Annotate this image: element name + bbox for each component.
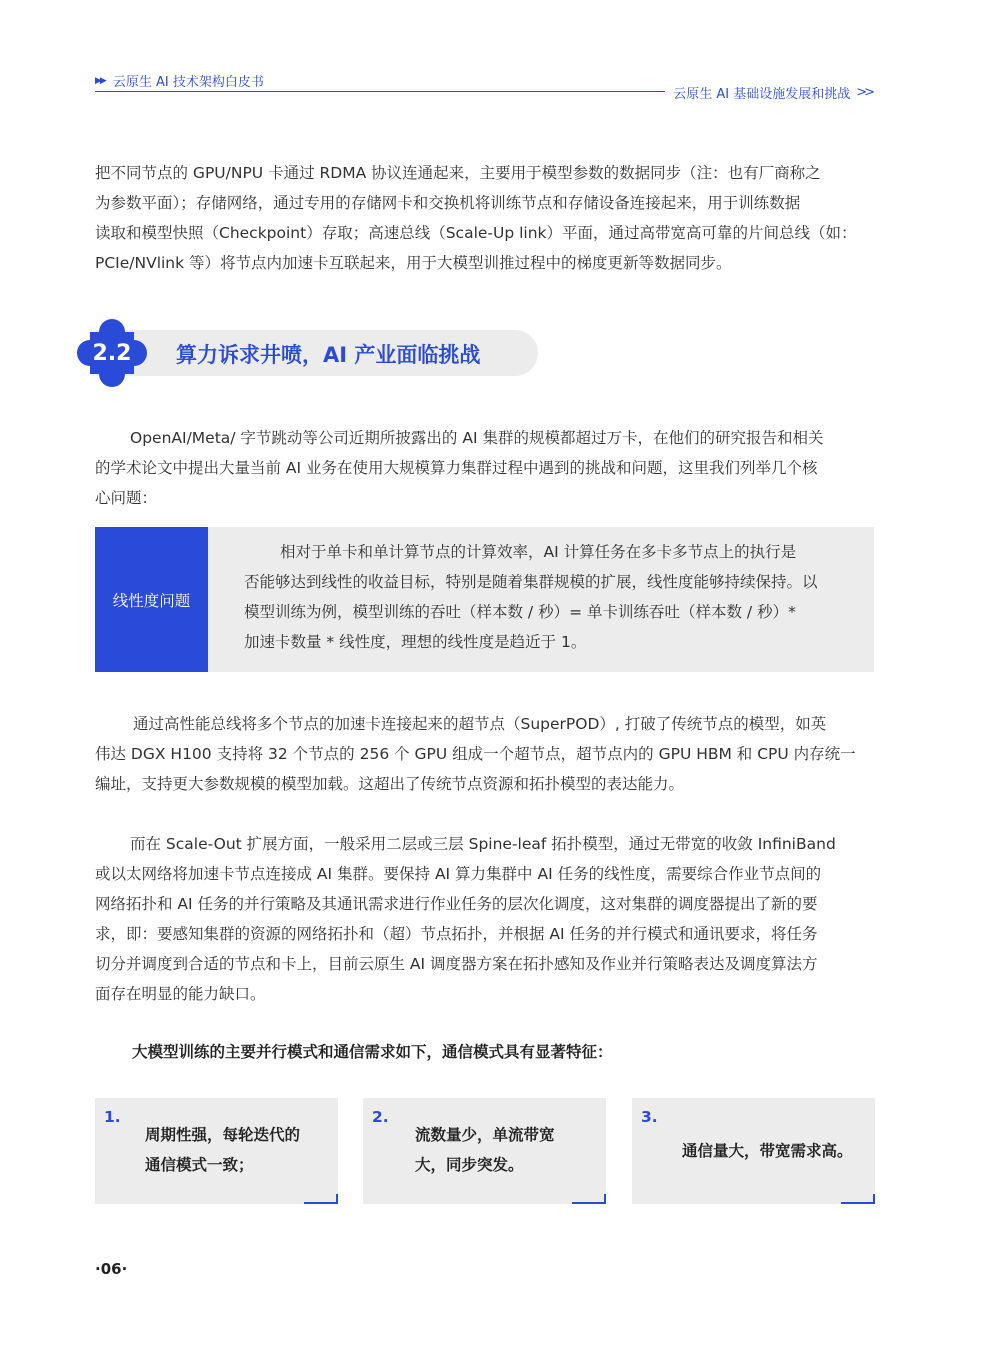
text-line: 通过高性能总线将多个节点的加速卡连接起来的超节点（SuperPOD）, 打破了传统节点的模型，如英 bbox=[133, 715, 827, 733]
header-right-title: 云原生 AI 基础设施发展和挑战 bbox=[673, 87, 851, 102]
page-number: ·06· bbox=[95, 1260, 128, 1278]
card-text bbox=[145, 1120, 300, 1180]
text-line: 切分并调度到合适的节点和卡上，目前云原生 AI 调度器方案在拓扑感知及作业并行策略表达及调度算法方 bbox=[95, 955, 818, 973]
text-line: 否能够达到线性的收益目标，特别是随着集群规模的扩展，线性度能够持续保持。以 bbox=[244, 573, 818, 591]
callout-text bbox=[244, 537, 854, 657]
text-line: PCIe/NVlink 等）将节点内加速卡互联起来，用于大模型训推过程中的梯度更新等数据同步。 bbox=[95, 254, 732, 272]
cards-intro: 大模型训练的主要并行模式和通信需求如下，通信模式具有显著特征： bbox=[132, 1043, 613, 1061]
text-line: 伟达 DGX H100 支持将 32 个节点的 256 个 GPU 组成一个超节点，超节点内的 GPU HBM 和 CPU 内存统一 bbox=[95, 745, 856, 763]
text-line: 相对于单卡和单计算节点的计算效率，AI 计算任务在多卡多节点上的执行是 bbox=[280, 543, 797, 561]
paragraph-3 bbox=[95, 709, 875, 799]
card-corner-bracket-icon bbox=[841, 1194, 875, 1204]
text-line: 或以太网络将加速卡节点连接成 AI 集群。要保持 AI 算力集群中 AI 任务的线性度，需要综合作业节点间的 bbox=[95, 865, 822, 883]
card-text bbox=[415, 1120, 555, 1180]
text-line: 网络拓扑和 AI 任务的并行策略及其通讯需求进行作业任务的层次化调度，这对集群的调度器提出了新的要 bbox=[95, 895, 818, 913]
section-number: 2.2 bbox=[92, 340, 132, 366]
text-line: 编址，支持更大参数规模的模型加载。这超出了传统节点资源和拓扑模型的表达能力。 bbox=[95, 775, 685, 793]
feature-card-1 bbox=[95, 1098, 338, 1204]
text-line: 的学术论文中提出大量当前 AI 业务在使用大规模算力集群过程中遇到的挑战和问题，这里我们列举几个核 bbox=[95, 459, 818, 477]
text-line: 通信模式一致； bbox=[145, 1156, 254, 1174]
paragraph-1 bbox=[95, 158, 875, 278]
callout-label: 线性度问题 bbox=[95, 527, 208, 672]
text-line: 为参数平面）；存储网络，通过专用的存储网卡和交换机将训练节点和存储设备连接起来，用于训练数据 bbox=[95, 194, 801, 212]
text-line: 加速卡数量 * 线性度，理想的线性度是趋近于 1。 bbox=[244, 633, 587, 651]
text-line: 大，同步突发。 bbox=[415, 1156, 524, 1174]
text-line: 心问题： bbox=[95, 489, 158, 507]
text-line: 模型训练为例，模型训练的吞吐（样本数 / 秒）= 单卡训练吞吐（样本数 / 秒）* bbox=[244, 603, 796, 621]
header-left bbox=[95, 71, 264, 90]
text-line: OpenAI/Meta/ 字节跳动等公司近期所披露出的 AI 集群的规模都超过万卡，在他们的研究报告和相关 bbox=[130, 429, 824, 447]
section-title: 算力诉求井喷，AI 产业面临挑战 bbox=[176, 343, 481, 367]
text-line: 面存在明显的能力缺口。 bbox=[95, 985, 266, 1003]
feature-card-2 bbox=[363, 1098, 606, 1204]
text-line: 流数量少，单流带宽 bbox=[415, 1126, 555, 1144]
text-line: 读取和模型快照（Checkpoint）存取；高速总线（Scale-Up link）平面，通过高带宽高可靠的片间总线（如： bbox=[95, 224, 857, 242]
header-right bbox=[673, 83, 872, 102]
text-line: 求，即：要感知集群的资源的网络拓扑和（超）节点拓扑，并根据 AI 任务的并行模式和通讯要求，将任务 bbox=[95, 925, 818, 943]
card-number: 3. bbox=[641, 1108, 658, 1126]
text-line: 而在 Scale-Out 扩展方面，一般采用二层或三层 Spine-leaf 拓扑模型，通过无带宽的收敛 InfiniBand bbox=[130, 835, 836, 853]
text-line: 把不同节点的 GPU/NPU 卡通过 RDMA 协议连通起来，主要用于模型参数的数据同步（注：也有厂商称之 bbox=[95, 164, 821, 182]
double-chevron-right-icon: >> bbox=[856, 85, 872, 100]
card-number: 1. bbox=[104, 1108, 121, 1126]
paragraph-4 bbox=[95, 829, 875, 1009]
card-number: 2. bbox=[372, 1108, 389, 1126]
header-divider bbox=[95, 91, 665, 92]
feature-card-3 bbox=[632, 1098, 875, 1204]
paragraph-2 bbox=[95, 423, 875, 513]
header-left-title: 云原生 AI 技术架构白皮书 bbox=[112, 75, 264, 90]
text-line: 周期性强，每轮迭代的 bbox=[145, 1126, 301, 1144]
card-text bbox=[682, 1136, 853, 1166]
text-line: 通信量大，带宽需求高。 bbox=[682, 1142, 853, 1160]
card-corner-bracket-icon bbox=[572, 1194, 606, 1204]
double-arrow-icon: ▶▶ bbox=[95, 75, 105, 86]
card-corner-bracket-icon bbox=[304, 1194, 338, 1204]
